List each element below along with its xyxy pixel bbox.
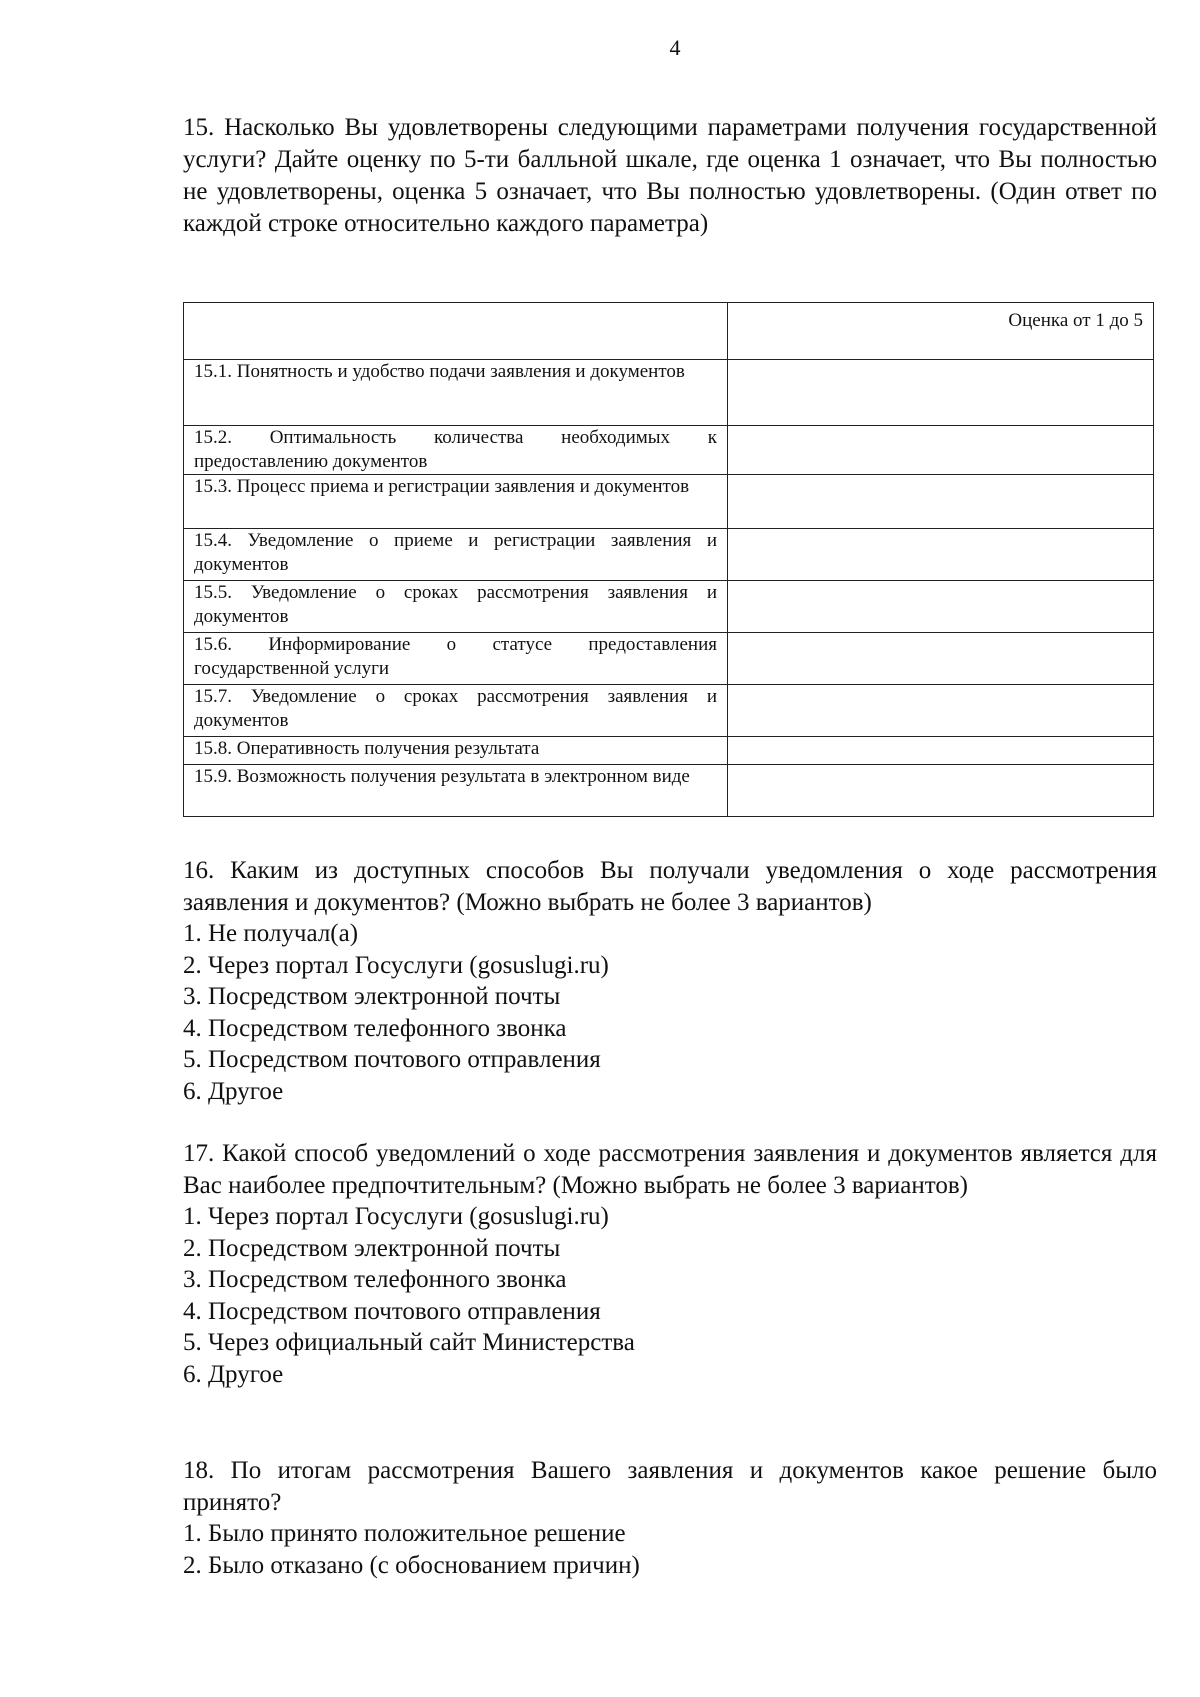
question-16-block [183, 855, 1157, 1107]
score-cell[interactable] [728, 737, 1154, 765]
score-cell[interactable] [728, 765, 1154, 817]
rating-table [183, 302, 1154, 817]
parameter-label: 15.5. Уведомление о сроках рассмотрения заявления и документов [184, 581, 728, 633]
score-cell[interactable] [728, 529, 1154, 581]
table-row [184, 581, 1154, 633]
answer-option[interactable]: 4. Посредством почтового отправления [183, 1297, 601, 1325]
question-17-text: 17. Какой способ уведомлений о ходе рассмотрения заявления и документов является для Вас наиболее предпочтительным? (Можно выбрать не более 3 вариантов) [183, 1140, 1157, 1199]
table-row [184, 529, 1154, 581]
answer-option[interactable]: 3. Посредством электронной почты [183, 983, 561, 1010]
table-header-row [184, 303, 1154, 360]
question-15-text: 15. Насколько Вы удовлетворены следующими параметрами получения государственной услуги? Дайте оценку по 5-ти балльной шкале, где оценка 1 означает, что Вы полностью не удовлетворены, оценка 5 означает, что Вы полностью удовлетворены. (Один ответ по каждой строке относительно каждого параметра) [183, 114, 1157, 237]
parameter-label: 15.2. Оптимальность количества необходимых к предоставлению документов [184, 426, 728, 475]
question-17-block [183, 1138, 1157, 1390]
question-16-options [183, 918, 1157, 1107]
table-row [184, 685, 1154, 737]
table-row [184, 360, 1154, 426]
score-cell[interactable] [728, 360, 1154, 426]
table-row [184, 765, 1154, 817]
table-row [184, 475, 1154, 529]
score-cell[interactable] [728, 633, 1154, 685]
parameter-label: 15.6. Информирование о статусе предоставления государственной услуги [184, 633, 728, 685]
answer-option[interactable]: 2. Было отказано (с обоснованием причин) [183, 1551, 640, 1579]
table-row [184, 426, 1154, 475]
parameter-label: 15.1. Понятность и удобство подачи заявления и документов [184, 360, 728, 426]
question-17-options [183, 1201, 1157, 1390]
table-header-score: Оценка от 1 до 5 [728, 303, 1154, 360]
answer-option[interactable]: 5. Посредством почтового отправления [183, 1046, 601, 1073]
score-cell[interactable] [728, 475, 1154, 529]
question-16-text: 16. Каким из доступных способов Вы получали уведомления о ходе рассмотрения заявления и документов? (Можно выбрать не более 3 вариантов) [183, 857, 1157, 916]
answer-option[interactable]: 6. Другое [183, 1360, 284, 1388]
table-header-parameter [184, 303, 728, 360]
answer-option[interactable]: 2. Через портал Госуслуги (gosuslugi.ru) [183, 951, 609, 979]
answer-option[interactable]: 2. Посредством электронной почты [183, 1234, 561, 1262]
table-row [184, 633, 1154, 685]
question-18-options [183, 1518, 1157, 1581]
question-18-text: 18. По итогам рассмотрения Вашего заявления и документов какое решение было принято? [183, 1457, 1157, 1516]
answer-option[interactable]: 5. Через официальный сайт Министерства [183, 1329, 635, 1356]
score-cell[interactable] [728, 685, 1154, 737]
parameter-label: 15.4. Уведомление о приеме и регистрации заявления и документов [184, 529, 728, 581]
score-cell[interactable] [728, 581, 1154, 633]
answer-option[interactable]: 1. Не получал(а) [183, 920, 359, 947]
answer-option[interactable]: 1. Было принято положительное решение [183, 1520, 626, 1547]
parameter-label: 15.8. Оперативность получения результата [184, 737, 728, 765]
parameter-label: 15.3. Процесс приема и регистрации заявления и документов [184, 475, 728, 529]
answer-option[interactable]: 4. Посредством телефонного звонка [183, 1014, 567, 1042]
score-cell[interactable] [728, 426, 1154, 475]
answer-option[interactable]: 6. Другое [183, 1077, 284, 1105]
page-number: 4 [669, 35, 681, 60]
answer-option[interactable]: 1. Через портал Госуслуги (gosuslugi.ru) [183, 1203, 609, 1230]
question-18-block [183, 1455, 1157, 1581]
answer-option[interactable]: 3. Посредством телефонного звонка [183, 1266, 567, 1293]
parameter-label: 15.9. Возможность получения результата в электронном виде [184, 765, 728, 817]
table-row [184, 737, 1154, 765]
parameter-label: 15.7. Уведомление о сроках рассмотрения заявления и документов [184, 685, 728, 737]
